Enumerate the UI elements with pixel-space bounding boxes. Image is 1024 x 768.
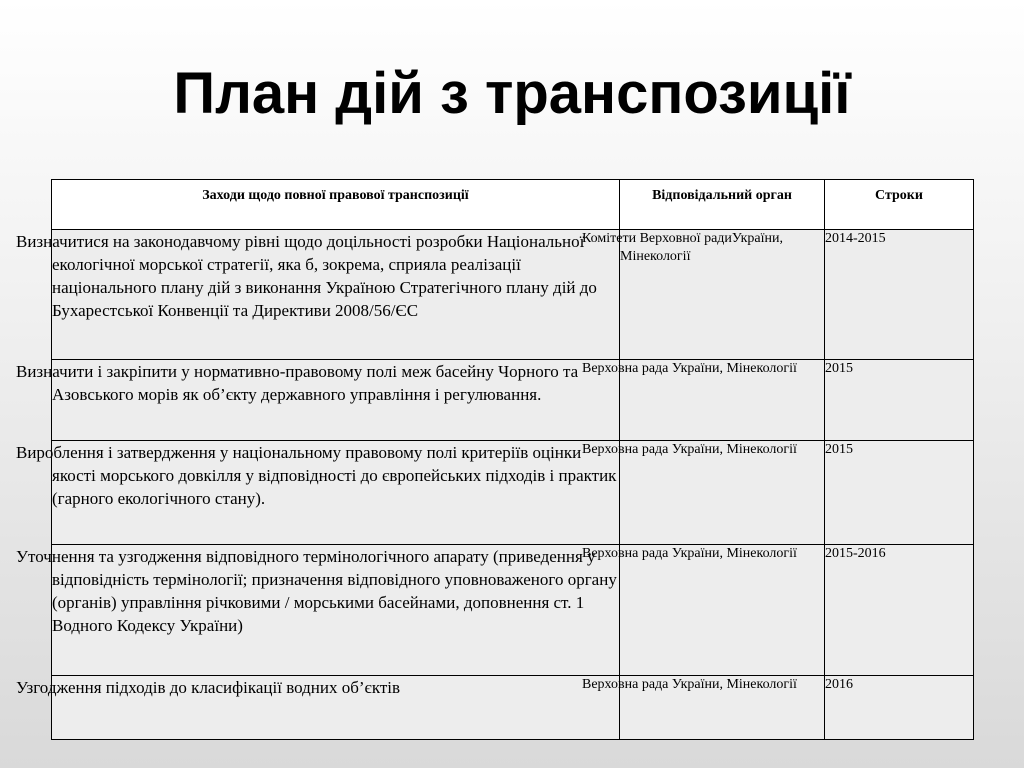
table-row: [52, 230, 974, 360]
table-row: [52, 360, 974, 441]
table-header-row: [52, 180, 974, 230]
term-cell: 2015: [825, 360, 974, 441]
organ-cell: Верховна рада України, Мінекології: [620, 676, 825, 740]
transposition-plan-table: [16, 179, 974, 740]
term-cell: 2015: [825, 441, 974, 545]
term-cell: 2016: [825, 676, 974, 740]
term-cell: 2015-2016: [825, 545, 974, 676]
header-responsible-organ: Відповідальний орган: [620, 180, 825, 230]
table-row: [52, 441, 974, 545]
measure-cell: Визначити і закріпити у нормативно-правовому полі меж басейну Чорного та Азовського морів як об’єкту державного управління і регулювання.: [52, 360, 620, 441]
organ-cell: Комітети Верховної радиУкраїни, Мінекології: [620, 230, 825, 360]
table-row: [52, 545, 974, 676]
slide-title: План дій з транспозиції: [173, 61, 851, 126]
measure-cell: Визначитися на законодавчому рівні щодо доцільності розробки Національної екологічної морської стратегії, яка б, зокрема, сприяла реалізації національного плану дій з виконання Україною Стратегічного плану дій до Бухарестської Конвенції та Директиви 2008/56/ЄС: [52, 230, 620, 360]
measure-cell: Уточнення та узгодження відповідного термінологічного апарату (приведення у відповідність термінології; призначення відповідного уповноваженого органу (органів) управління річковими / морськими басейнами, доповнення ст. 1 Водного Кодексу України): [52, 545, 620, 676]
organ-cell: Верховна рада України, Мінекології: [620, 545, 825, 676]
term-cell: 2014-2015: [825, 230, 974, 360]
organ-cell: Верховна рада України, Мінекології: [620, 441, 825, 545]
measure-cell: Вироблення і затвердження у національному правовому полі критеріїв оцінки якості морського довкілля у відповідності до європейських підходів і практик (гарного екологічного стану).: [52, 441, 620, 545]
header-terms: Строки: [825, 180, 974, 230]
organ-cell: Верховна рада України, Мінекології: [620, 360, 825, 441]
measure-cell: Узгодження підходів до класифікації водних об’єктів: [52, 676, 620, 740]
header-measures: Заходи щодо повної правової транспозиції: [52, 180, 620, 230]
table-row: [52, 676, 974, 740]
